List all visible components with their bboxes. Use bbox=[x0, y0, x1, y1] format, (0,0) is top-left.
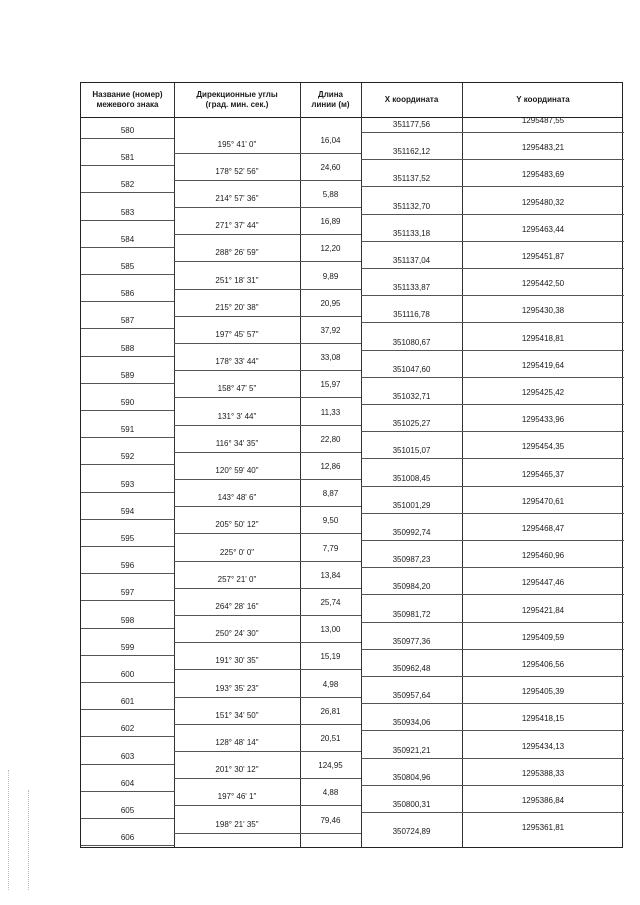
point-name: 588 bbox=[120, 343, 135, 353]
direction-angle: 251° 18' 31" bbox=[215, 275, 259, 285]
row-divider bbox=[81, 736, 174, 737]
point-name: 605 bbox=[120, 806, 135, 815]
point-name: 585 bbox=[120, 262, 135, 271]
row-divider bbox=[174, 316, 361, 317]
row-divider bbox=[81, 845, 174, 846]
line-length: 15,97 bbox=[320, 380, 341, 390]
y-coordinate: 1295442,50 bbox=[521, 279, 565, 289]
direction-angle: 178° 33' 44" bbox=[215, 357, 259, 367]
header-x-coordinate: X координата bbox=[384, 95, 439, 104]
row-divider bbox=[361, 132, 624, 133]
row-divider bbox=[174, 289, 361, 290]
point-name: 587 bbox=[120, 316, 135, 326]
y-coordinate: 1295434,13 bbox=[521, 741, 565, 751]
x-coordinate: 351116,78 bbox=[393, 310, 430, 320]
row-divider bbox=[81, 301, 174, 302]
line-length: 79,46 bbox=[320, 815, 341, 825]
row-divider bbox=[361, 567, 624, 568]
direction-angle: 158° 47' 5" bbox=[217, 384, 257, 394]
line-length: 5,88 bbox=[322, 190, 339, 199]
point-name: 590 bbox=[120, 398, 135, 407]
line-length: 26,81 bbox=[320, 706, 341, 716]
y-coordinate: 1295388,33 bbox=[521, 768, 565, 778]
line-length: 15,19 bbox=[320, 652, 341, 662]
row-divider bbox=[81, 247, 174, 248]
point-name: 592 bbox=[120, 452, 135, 462]
y-coordinate: 1295463,44 bbox=[521, 224, 565, 234]
point-name: 591 bbox=[120, 425, 135, 435]
direction-angle: 288° 26' 59" bbox=[215, 248, 259, 258]
row-divider bbox=[174, 642, 361, 643]
row-divider bbox=[81, 383, 174, 384]
line-length: 12,86 bbox=[320, 462, 341, 471]
x-coordinate: 351177,56 bbox=[392, 120, 431, 129]
row-divider bbox=[361, 214, 624, 215]
row-divider bbox=[81, 437, 174, 438]
direction-angle: 178° 52' 56" bbox=[215, 166, 259, 176]
y-coordinate: 1295487,55 bbox=[521, 116, 565, 125]
point-name: 594 bbox=[120, 506, 135, 516]
row-divider bbox=[81, 600, 174, 601]
direction-angle: 198° 21' 35" bbox=[215, 819, 259, 829]
row-divider bbox=[81, 709, 174, 710]
row-divider bbox=[174, 778, 361, 779]
y-coordinate: 1295418,81 bbox=[521, 333, 565, 343]
line-length: 8,87 bbox=[322, 489, 339, 499]
point-name: 583 bbox=[120, 207, 135, 217]
line-length: 24,60 bbox=[320, 162, 341, 172]
y-coordinate: 1295454,35 bbox=[521, 442, 565, 452]
y-coordinate: 1295460,96 bbox=[521, 551, 565, 561]
row-divider bbox=[174, 833, 361, 834]
x-coordinate: 350977,36 bbox=[392, 636, 431, 646]
row-divider bbox=[81, 682, 174, 683]
x-coordinate: 351008,45 bbox=[392, 473, 431, 483]
row-divider bbox=[174, 561, 361, 562]
y-coordinate: 1295386,84 bbox=[521, 796, 565, 805]
y-coordinate: 1295430,38 bbox=[521, 306, 565, 316]
y-coordinate: 1295419,64 bbox=[521, 360, 565, 370]
x-coordinate: 350987,23 bbox=[392, 555, 431, 565]
point-name: 602 bbox=[120, 724, 135, 734]
x-coordinate: 350800,31 bbox=[392, 800, 431, 809]
row-divider bbox=[361, 486, 624, 487]
row-divider bbox=[81, 274, 174, 275]
row-divider bbox=[361, 159, 624, 160]
x-coordinate: 351032,71 bbox=[392, 392, 431, 401]
x-coordinate: 351025,27 bbox=[392, 419, 431, 429]
row-divider bbox=[361, 295, 624, 296]
y-coordinate: 1295405,39 bbox=[521, 687, 565, 697]
y-coordinate: 1295468,47 bbox=[521, 524, 565, 533]
row-divider bbox=[81, 410, 174, 411]
row-divider bbox=[361, 458, 624, 459]
point-name: 580 bbox=[120, 126, 135, 135]
x-coordinate: 350957,64 bbox=[392, 691, 431, 701]
row-divider bbox=[174, 234, 361, 235]
row-divider bbox=[361, 703, 624, 704]
direction-angle: 197° 45' 57" bbox=[215, 330, 259, 339]
row-divider bbox=[81, 464, 174, 465]
line-length: 16,89 bbox=[320, 217, 341, 227]
row-divider bbox=[174, 397, 361, 398]
row-divider bbox=[174, 669, 361, 670]
y-coordinate: 1295409,59 bbox=[521, 632, 565, 642]
row-divider bbox=[361, 622, 624, 623]
direction-angle: 120° 59' 40" bbox=[215, 466, 259, 475]
direction-angle: 201° 30' 12" bbox=[215, 765, 259, 775]
row-divider bbox=[81, 492, 174, 493]
line-length: 22,80 bbox=[320, 434, 341, 444]
direction-angle: 128° 48' 14" bbox=[215, 738, 259, 747]
row-divider bbox=[81, 328, 174, 329]
line-length: 37,92 bbox=[320, 326, 341, 335]
x-coordinate: 351133,87 bbox=[392, 283, 431, 293]
direction-angle: 131° 3' 44" bbox=[217, 411, 257, 421]
row-divider bbox=[174, 452, 361, 453]
row-divider bbox=[81, 519, 174, 520]
row-divider bbox=[361, 431, 624, 432]
row-divider bbox=[81, 192, 174, 193]
point-name: 601 bbox=[120, 697, 135, 707]
y-coordinate: 1295451,87 bbox=[521, 252, 565, 261]
x-coordinate: 350804,96 bbox=[392, 772, 431, 782]
line-length: 25,74 bbox=[320, 598, 341, 607]
row-divider bbox=[81, 220, 174, 221]
direction-angle: 271° 37' 44" bbox=[215, 221, 259, 231]
header-y-coordinate: Y координата bbox=[516, 95, 570, 104]
direction-angle: 215° 20' 38" bbox=[215, 302, 259, 312]
row-divider bbox=[81, 573, 174, 574]
direction-angle: 143° 48' 6" bbox=[217, 493, 257, 503]
point-name: 595 bbox=[120, 534, 135, 543]
direction-angle: 197° 46' 1" bbox=[217, 792, 257, 802]
column-divider bbox=[361, 83, 362, 847]
y-coordinate: 1295483,69 bbox=[521, 170, 565, 180]
y-coordinate: 1295480,32 bbox=[521, 197, 565, 207]
point-name: 582 bbox=[120, 180, 135, 190]
point-name: 606 bbox=[120, 833, 135, 843]
row-divider bbox=[174, 370, 361, 371]
y-coordinate: 1295361,81 bbox=[521, 823, 565, 833]
x-coordinate: 351132,70 bbox=[392, 201, 431, 211]
point-name: 598 bbox=[120, 615, 135, 625]
row-divider bbox=[174, 805, 361, 806]
row-divider bbox=[174, 615, 361, 616]
row-divider bbox=[81, 356, 174, 357]
point-name: 599 bbox=[120, 642, 135, 652]
point-name: 603 bbox=[120, 751, 135, 761]
y-coordinate: 1295447,46 bbox=[521, 578, 565, 588]
y-coordinate: 1295418,15 bbox=[521, 714, 565, 724]
row-divider bbox=[174, 479, 361, 480]
row-divider bbox=[174, 207, 361, 208]
x-coordinate: 351137,52 bbox=[392, 174, 431, 184]
row-divider bbox=[81, 138, 174, 139]
row-divider bbox=[361, 676, 624, 677]
point-name: 589 bbox=[120, 370, 135, 380]
direction-angle: 193° 35' 23" bbox=[215, 683, 259, 693]
row-divider bbox=[361, 812, 624, 813]
point-name: 600 bbox=[120, 670, 135, 679]
row-divider bbox=[361, 322, 624, 323]
y-coordinate: 1295470,61 bbox=[521, 496, 565, 506]
point-name: 581 bbox=[120, 153, 135, 163]
line-length: 20,95 bbox=[320, 298, 341, 308]
row-divider bbox=[81, 655, 174, 656]
direction-angle: 264° 28' 16" bbox=[215, 602, 259, 611]
row-divider bbox=[81, 818, 174, 819]
x-coordinate: 350984,20 bbox=[392, 582, 431, 592]
line-length: 4,88 bbox=[322, 788, 339, 798]
row-divider bbox=[361, 241, 624, 242]
header-line-length: Длина линии (м) bbox=[311, 90, 350, 109]
row-divider bbox=[81, 165, 174, 166]
direction-angle: 257° 21' 0" bbox=[217, 574, 257, 584]
row-divider bbox=[81, 791, 174, 792]
line-length: 7,79 bbox=[322, 543, 339, 553]
row-divider bbox=[174, 724, 361, 725]
header-direction-angles: Дирекционные углы (град. мин. сек.) bbox=[196, 90, 278, 109]
direction-angle: 205° 50' 12" bbox=[215, 520, 259, 530]
row-divider bbox=[174, 261, 361, 262]
y-coordinate: 1295425,42 bbox=[521, 388, 565, 397]
line-length: 20,51 bbox=[320, 734, 341, 743]
line-length: 9,89 bbox=[322, 271, 339, 281]
line-length: 4,98 bbox=[322, 679, 339, 689]
row-divider bbox=[81, 546, 174, 547]
row-divider bbox=[174, 343, 361, 344]
x-coordinate: 351001,29 bbox=[392, 500, 431, 510]
direction-angle: 116° 34' 35" bbox=[215, 438, 259, 448]
header-point-name: Название (номер) межевого знака bbox=[92, 90, 163, 109]
y-coordinate: 1295406,56 bbox=[521, 660, 565, 669]
row-divider bbox=[174, 153, 361, 154]
row-divider bbox=[174, 506, 361, 507]
line-length: 13,00 bbox=[320, 625, 341, 635]
x-coordinate: 351080,67 bbox=[392, 337, 431, 347]
x-coordinate: 350921,21 bbox=[392, 745, 431, 755]
row-divider bbox=[361, 513, 624, 514]
x-coordinate: 351137,04 bbox=[392, 256, 431, 265]
x-coordinate: 351133,18 bbox=[392, 228, 431, 238]
row-divider bbox=[81, 628, 174, 629]
x-coordinate: 350934,06 bbox=[392, 718, 431, 728]
row-divider bbox=[361, 186, 624, 187]
row-divider bbox=[361, 649, 624, 650]
row-divider bbox=[361, 377, 624, 378]
point-name: 596 bbox=[120, 561, 135, 571]
scan-artifact bbox=[28, 790, 29, 890]
direction-angle: 191° 30' 35" bbox=[215, 656, 259, 666]
line-length: 12,20 bbox=[320, 244, 341, 254]
line-length: 33,08 bbox=[320, 353, 341, 363]
row-divider bbox=[174, 533, 361, 534]
x-coordinate: 350962,48 bbox=[392, 664, 431, 673]
direction-angle: 151° 34' 50" bbox=[215, 710, 259, 720]
row-divider bbox=[174, 425, 361, 426]
row-divider bbox=[361, 730, 624, 731]
direction-angle: 214° 57' 36" bbox=[215, 194, 259, 203]
row-divider bbox=[361, 594, 624, 595]
scan-artifact bbox=[8, 770, 9, 890]
direction-angle: 250° 24' 30" bbox=[215, 629, 259, 639]
direction-angle: 195° 41' 0" bbox=[217, 139, 257, 149]
line-length: 124,95 bbox=[318, 761, 343, 771]
row-divider bbox=[361, 540, 624, 541]
line-length: 13,84 bbox=[320, 570, 341, 580]
point-name: 584 bbox=[120, 234, 135, 244]
row-divider bbox=[361, 404, 624, 405]
row-divider bbox=[174, 180, 361, 181]
row-divider bbox=[81, 764, 174, 765]
line-length: 11,33 bbox=[320, 407, 341, 417]
y-coordinate: 1295421,84 bbox=[521, 605, 565, 615]
row-divider bbox=[361, 758, 624, 759]
coordinates-table bbox=[80, 82, 623, 848]
row-divider bbox=[361, 350, 624, 351]
point-name: 586 bbox=[120, 289, 135, 299]
row-divider bbox=[361, 785, 624, 786]
row-divider bbox=[174, 751, 361, 752]
point-name: 604 bbox=[120, 778, 135, 788]
x-coordinate: 350981,72 bbox=[392, 609, 431, 619]
y-coordinate: 1295483,21 bbox=[521, 143, 565, 153]
point-name: 597 bbox=[120, 588, 135, 598]
direction-angle: 225° 0' 0" bbox=[219, 547, 255, 557]
row-divider bbox=[174, 588, 361, 589]
x-coordinate: 350992,74 bbox=[392, 528, 431, 537]
x-coordinate: 350724,89 bbox=[392, 827, 431, 837]
line-length: 9,50 bbox=[322, 516, 339, 526]
x-coordinate: 351162,12 bbox=[392, 147, 431, 157]
y-coordinate: 1295465,37 bbox=[521, 469, 565, 479]
point-name: 593 bbox=[120, 479, 135, 489]
y-coordinate: 1295433,96 bbox=[521, 415, 565, 425]
row-divider bbox=[174, 697, 361, 698]
x-coordinate: 351015,07 bbox=[392, 446, 431, 456]
line-length: 16,04 bbox=[320, 135, 341, 145]
x-coordinate: 351047,60 bbox=[392, 364, 431, 374]
row-divider bbox=[361, 268, 624, 269]
